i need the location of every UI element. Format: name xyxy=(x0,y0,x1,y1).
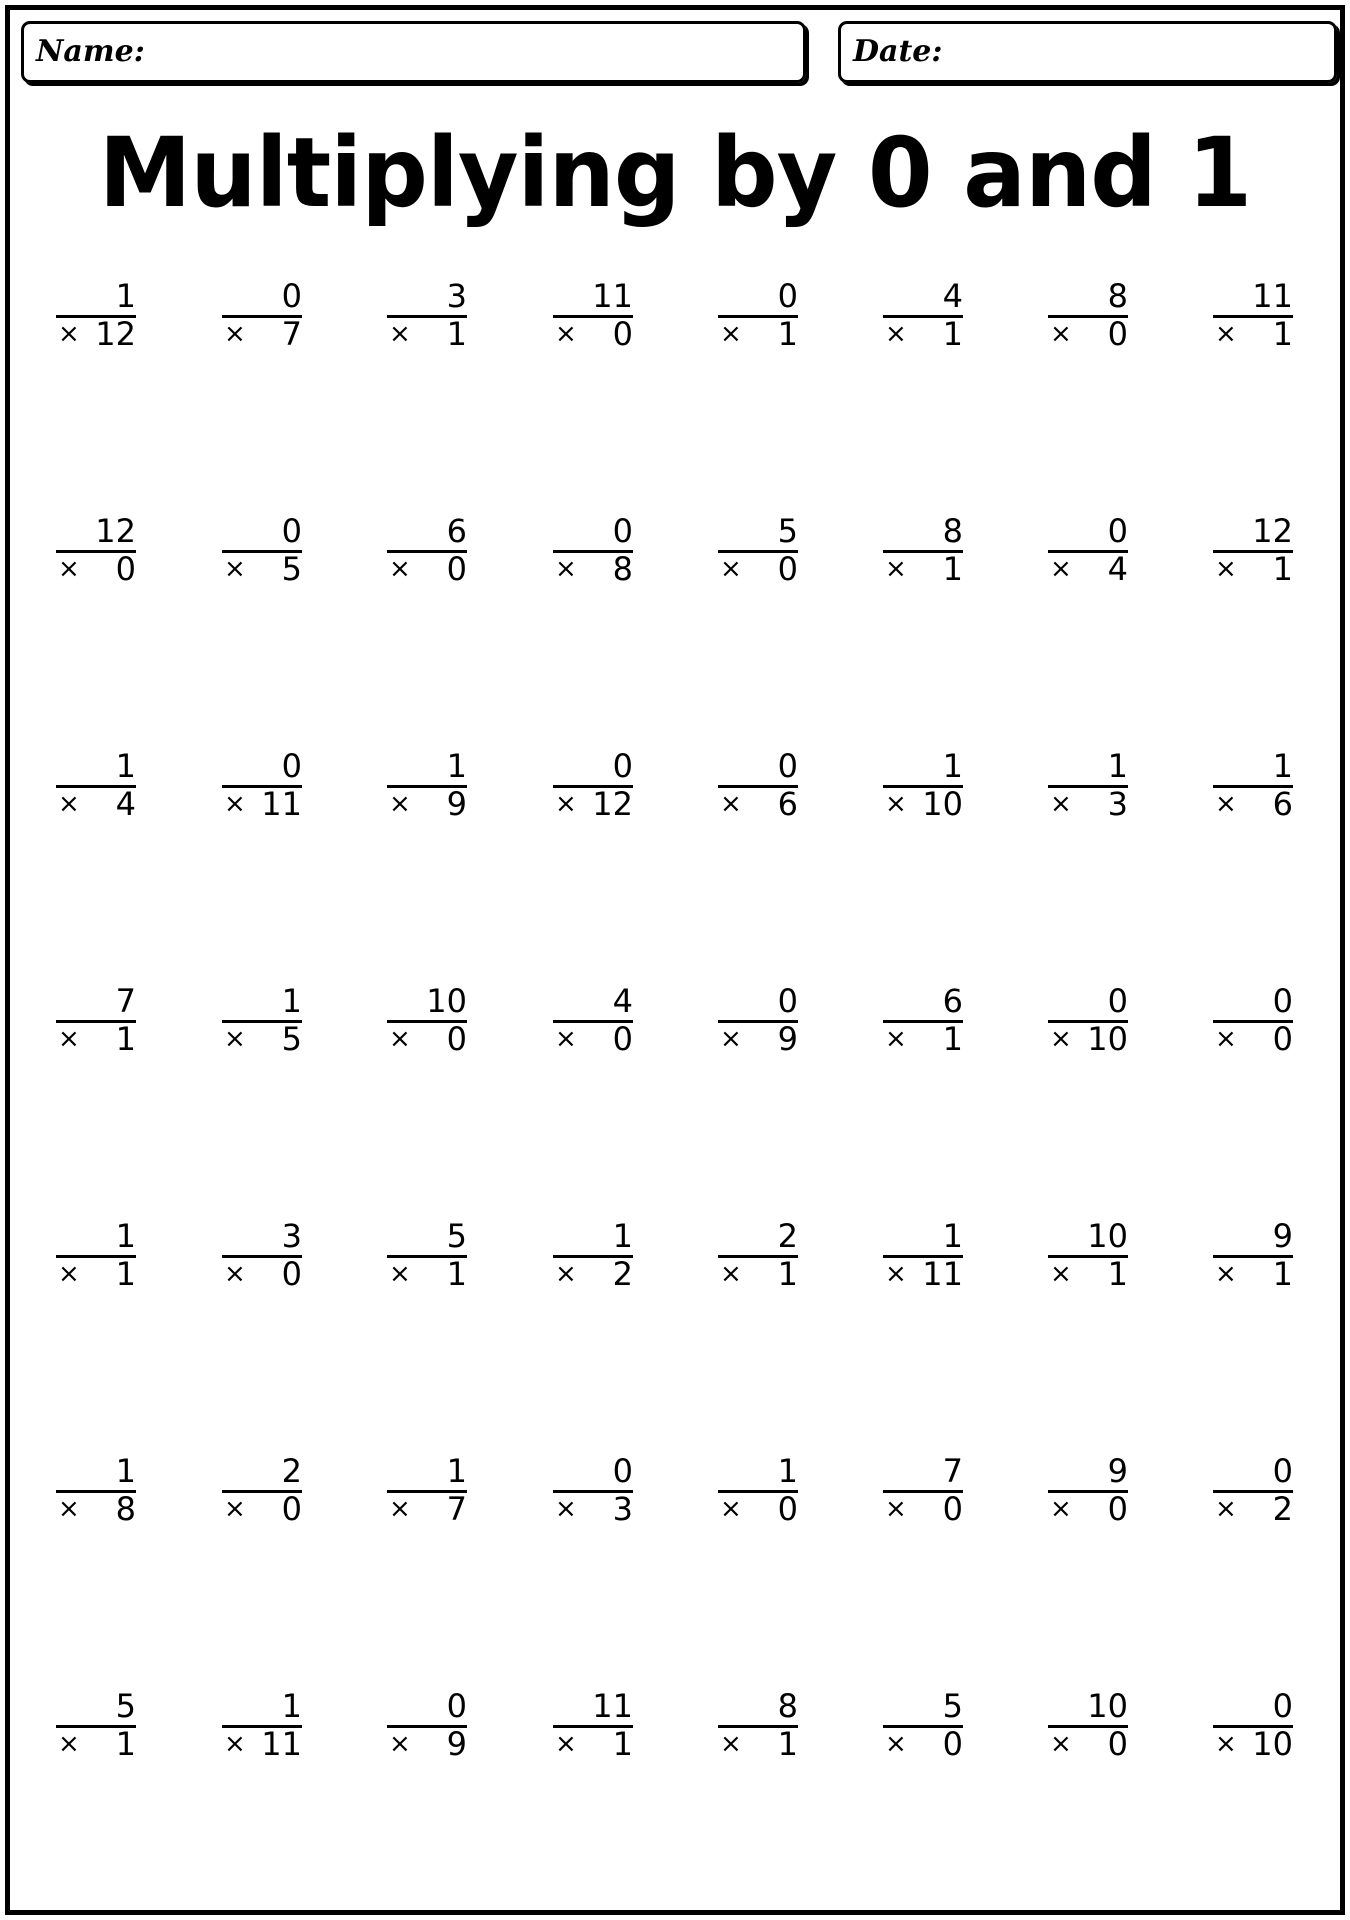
multiplier-line xyxy=(1048,1020,1128,1058)
multiplier-line xyxy=(56,550,136,588)
multiplier: 6 xyxy=(777,785,798,823)
times-sign: × xyxy=(555,554,577,584)
multiplier: 1 xyxy=(1272,1255,1293,1293)
times-sign: × xyxy=(1050,789,1072,819)
multiplier-line xyxy=(56,1020,136,1058)
multiplier-line xyxy=(718,1020,798,1058)
multiplier-line xyxy=(222,1020,302,1058)
multiplicand: 9 xyxy=(1272,1217,1293,1255)
multiplier: 1 xyxy=(446,1255,467,1293)
times-sign: × xyxy=(720,1729,742,1759)
times-sign: × xyxy=(555,789,577,819)
multiplicand: 11 xyxy=(1252,277,1293,315)
multiplicand: 1 xyxy=(446,1452,467,1490)
multiplier-line xyxy=(553,785,633,823)
multiplicand: 0 xyxy=(777,982,798,1020)
multiplicand: 1 xyxy=(1272,747,1293,785)
times-sign: × xyxy=(885,319,907,349)
times-sign: × xyxy=(1215,789,1237,819)
multiplicand: 1 xyxy=(281,1687,302,1725)
multiplicand: 4 xyxy=(612,982,633,1020)
multiplier-line xyxy=(387,785,467,823)
times-sign: × xyxy=(389,789,411,819)
multiplicand: 0 xyxy=(281,277,302,315)
multiplier-line xyxy=(883,785,963,823)
multiplier-line xyxy=(1048,785,1128,823)
times-sign: × xyxy=(555,1259,577,1289)
multiplier: 2 xyxy=(1272,1490,1293,1528)
multiplier: 0 xyxy=(1107,1490,1128,1528)
multiplier: 1 xyxy=(446,315,467,353)
multiplier-line xyxy=(1213,315,1293,353)
multiplicand: 1 xyxy=(446,747,467,785)
multiplier-line xyxy=(718,315,798,353)
times-sign: × xyxy=(1050,1024,1072,1054)
multiplier: 1 xyxy=(1272,315,1293,353)
multiplier: 0 xyxy=(446,1020,467,1058)
multiplier-line xyxy=(883,1725,963,1763)
times-sign: × xyxy=(1050,1729,1072,1759)
multiplier: 8 xyxy=(115,1490,136,1528)
multiplier: 1 xyxy=(1107,1255,1128,1293)
times-sign: × xyxy=(1215,1259,1237,1289)
worksheet-title: Multiplying by 0 and 1 xyxy=(98,117,1252,229)
multiplier-line xyxy=(56,785,136,823)
multiplicand: 8 xyxy=(1107,277,1128,315)
multiplicand: 2 xyxy=(281,1452,302,1490)
multiplier: 7 xyxy=(446,1490,467,1528)
multiplicand: 5 xyxy=(942,1687,963,1725)
multiplier-line xyxy=(553,1020,633,1058)
multiplier: 2 xyxy=(612,1255,633,1293)
multiplier: 0 xyxy=(1107,1725,1128,1763)
multiplier: 1 xyxy=(942,1020,963,1058)
multiplier-line xyxy=(1048,1255,1128,1293)
multiplicand: 11 xyxy=(592,1687,633,1725)
times-sign: × xyxy=(1215,319,1237,349)
multiplier: 0 xyxy=(1272,1020,1293,1058)
multiplicand: 12 xyxy=(1252,512,1293,550)
multiplier: 3 xyxy=(612,1490,633,1528)
times-sign: × xyxy=(555,1494,577,1524)
multiplier: 1 xyxy=(777,1255,798,1293)
times-sign: × xyxy=(1050,554,1072,584)
multiplicand: 5 xyxy=(115,1687,136,1725)
multiplicand: 0 xyxy=(612,747,633,785)
multiplier-line xyxy=(1213,785,1293,823)
times-sign: × xyxy=(1215,1494,1237,1524)
multiplier-line xyxy=(883,550,963,588)
multiplier-line xyxy=(222,785,302,823)
multiplier-line xyxy=(553,1255,633,1293)
multiplier: 1 xyxy=(1272,550,1293,588)
multiplier-line xyxy=(718,1255,798,1293)
multiplier: 6 xyxy=(1272,785,1293,823)
multiplier: 0 xyxy=(612,315,633,353)
times-sign: × xyxy=(720,1259,742,1289)
times-sign: × xyxy=(555,1729,577,1759)
times-sign: × xyxy=(885,1494,907,1524)
multiplicand: 1 xyxy=(115,1217,136,1255)
times-sign: × xyxy=(224,1259,246,1289)
multiplier-line xyxy=(387,1255,467,1293)
multiplier: 9 xyxy=(777,1020,798,1058)
multiplier: 0 xyxy=(777,550,798,588)
multiplicand: 9 xyxy=(1107,1452,1128,1490)
multiplier-line xyxy=(222,1255,302,1293)
times-sign: × xyxy=(885,789,907,819)
multiplier: 10 xyxy=(1252,1725,1293,1763)
multiplier-line xyxy=(56,1725,136,1763)
multiplier: 8 xyxy=(612,550,633,588)
multiplicand: 8 xyxy=(777,1687,798,1725)
problem-grid xyxy=(10,10,1340,1910)
multiplier: 1 xyxy=(115,1725,136,1763)
multiplicand: 0 xyxy=(1272,1452,1293,1490)
times-sign: × xyxy=(389,1729,411,1759)
multiplicand: 10 xyxy=(426,982,467,1020)
multiplicand: 0 xyxy=(446,1687,467,1725)
times-sign: × xyxy=(58,789,80,819)
multiplier-line xyxy=(718,1725,798,1763)
multiplier: 1 xyxy=(777,1725,798,1763)
multiplicand: 5 xyxy=(777,512,798,550)
times-sign: × xyxy=(58,1494,80,1524)
multiplicand: 8 xyxy=(942,512,963,550)
multiplicand: 3 xyxy=(281,1217,302,1255)
multiplier: 0 xyxy=(281,1490,302,1528)
multiplier: 0 xyxy=(281,1255,302,1293)
multiplier-line xyxy=(387,1725,467,1763)
multiplicand: 1 xyxy=(942,747,963,785)
times-sign: × xyxy=(885,1729,907,1759)
multiplicand: 1 xyxy=(115,277,136,315)
multiplier: 5 xyxy=(281,550,302,588)
multiplier: 1 xyxy=(777,315,798,353)
multiplier-line xyxy=(1213,1490,1293,1528)
multiplier: 0 xyxy=(115,550,136,588)
multiplicand: 0 xyxy=(281,747,302,785)
multiplier-line xyxy=(387,1020,467,1058)
multiplier-line xyxy=(883,1020,963,1058)
times-sign: × xyxy=(555,1024,577,1054)
multiplier: 12 xyxy=(592,785,633,823)
multiplier-line xyxy=(718,1490,798,1528)
multiplicand: 6 xyxy=(942,982,963,1020)
times-sign: × xyxy=(58,1259,80,1289)
date-label: Date: xyxy=(853,34,943,69)
multiplier: 0 xyxy=(612,1020,633,1058)
multiplier-line xyxy=(1213,550,1293,588)
times-sign: × xyxy=(720,789,742,819)
multiplicand: 1 xyxy=(115,1452,136,1490)
multiplicand: 0 xyxy=(777,747,798,785)
multiplier: 10 xyxy=(1087,1020,1128,1058)
multiplier-line xyxy=(553,315,633,353)
multiplicand: 1 xyxy=(777,1452,798,1490)
multiplicand: 10 xyxy=(1087,1217,1128,1255)
multiplicand: 7 xyxy=(942,1452,963,1490)
multiplicand: 0 xyxy=(612,1452,633,1490)
times-sign: × xyxy=(1050,1494,1072,1524)
multiplicand: 12 xyxy=(95,512,136,550)
multiplier-line xyxy=(883,1490,963,1528)
multiplier: 1 xyxy=(612,1725,633,1763)
times-sign: × xyxy=(58,1729,80,1759)
multiplier: 4 xyxy=(1107,550,1128,588)
times-sign: × xyxy=(1215,1729,1237,1759)
multiplier: 0 xyxy=(446,550,467,588)
multiplicand: 0 xyxy=(281,512,302,550)
multiplier: 0 xyxy=(942,1490,963,1528)
times-sign: × xyxy=(224,319,246,349)
multiplicand: 5 xyxy=(446,1217,467,1255)
multiplicand: 1 xyxy=(942,1217,963,1255)
multiplicand: 4 xyxy=(942,277,963,315)
multiplicand: 1 xyxy=(115,747,136,785)
multiplier-line xyxy=(1213,1020,1293,1058)
multiplier-line xyxy=(553,550,633,588)
times-sign: × xyxy=(720,1024,742,1054)
multiplier-line xyxy=(883,1255,963,1293)
multiplier-line xyxy=(1213,1255,1293,1293)
multiplier-line xyxy=(553,1490,633,1528)
multiplier-line xyxy=(222,1490,302,1528)
multiplier-line xyxy=(222,1725,302,1763)
multiplier-line xyxy=(222,550,302,588)
multiplicand: 1 xyxy=(1107,747,1128,785)
times-sign: × xyxy=(389,1494,411,1524)
times-sign: × xyxy=(389,554,411,584)
times-sign: × xyxy=(555,319,577,349)
multiplicand: 3 xyxy=(446,277,467,315)
multiplier-line xyxy=(883,315,963,353)
multiplier: 1 xyxy=(115,1020,136,1058)
multiplier-line xyxy=(1048,550,1128,588)
multiplier: 1 xyxy=(942,315,963,353)
multiplier: 12 xyxy=(95,315,136,353)
times-sign: × xyxy=(224,1494,246,1524)
times-sign: × xyxy=(1215,554,1237,584)
times-sign: × xyxy=(224,554,246,584)
times-sign: × xyxy=(720,1494,742,1524)
times-sign: × xyxy=(224,1729,246,1759)
times-sign: × xyxy=(720,319,742,349)
multiplier-line xyxy=(718,550,798,588)
times-sign: × xyxy=(58,1024,80,1054)
times-sign: × xyxy=(1215,1024,1237,1054)
multiplier: 9 xyxy=(446,1725,467,1763)
times-sign: × xyxy=(58,554,80,584)
times-sign: × xyxy=(885,554,907,584)
multiplier-line xyxy=(553,1725,633,1763)
worksheet-page xyxy=(5,5,1345,1915)
multiplier: 1 xyxy=(942,550,963,588)
multiplier: 11 xyxy=(261,1725,302,1763)
times-sign: × xyxy=(389,1024,411,1054)
multiplicand: 1 xyxy=(612,1217,633,1255)
multiplier-line xyxy=(222,315,302,353)
multiplicand: 7 xyxy=(115,982,136,1020)
name-label: Name: xyxy=(36,34,145,69)
multiplier: 3 xyxy=(1107,785,1128,823)
multiplier-line xyxy=(56,1255,136,1293)
multiplicand: 0 xyxy=(777,277,798,315)
times-sign: × xyxy=(1050,319,1072,349)
multiplier-line xyxy=(387,550,467,588)
times-sign: × xyxy=(720,554,742,584)
multiplicand: 0 xyxy=(1272,1687,1293,1725)
multiplier: 0 xyxy=(1107,315,1128,353)
multiplier: 4 xyxy=(115,785,136,823)
multiplier-line xyxy=(387,315,467,353)
times-sign: × xyxy=(389,1259,411,1289)
multiplicand: 0 xyxy=(1107,512,1128,550)
multiplier: 1 xyxy=(115,1255,136,1293)
times-sign: × xyxy=(1050,1259,1072,1289)
multiplier: 10 xyxy=(922,785,963,823)
times-sign: × xyxy=(224,1024,246,1054)
multiplier-line xyxy=(718,785,798,823)
multiplier: 11 xyxy=(922,1255,963,1293)
times-sign: × xyxy=(224,789,246,819)
multiplicand: 2 xyxy=(777,1217,798,1255)
times-sign: × xyxy=(389,319,411,349)
multiplier: 5 xyxy=(281,1020,302,1058)
multiplier-line xyxy=(1213,1725,1293,1763)
multiplicand: 10 xyxy=(1087,1687,1128,1725)
multiplier-line xyxy=(56,1490,136,1528)
times-sign: × xyxy=(58,319,80,349)
multiplier-line xyxy=(1048,1725,1128,1763)
multiplier: 7 xyxy=(281,315,302,353)
multiplier: 0 xyxy=(777,1490,798,1528)
multiplier-line xyxy=(56,315,136,353)
multiplier-line xyxy=(1048,1490,1128,1528)
multiplicand: 0 xyxy=(1107,982,1128,1020)
multiplicand: 1 xyxy=(281,982,302,1020)
times-sign: × xyxy=(885,1259,907,1289)
multiplicand: 11 xyxy=(592,277,633,315)
multiplier-line xyxy=(1048,315,1128,353)
multiplier: 9 xyxy=(446,785,467,823)
multiplier-line xyxy=(387,1490,467,1528)
multiplicand: 6 xyxy=(446,512,467,550)
times-sign: × xyxy=(885,1024,907,1054)
multiplier: 11 xyxy=(261,785,302,823)
multiplicand: 0 xyxy=(1272,982,1293,1020)
multiplier: 0 xyxy=(942,1725,963,1763)
multiplicand: 0 xyxy=(612,512,633,550)
